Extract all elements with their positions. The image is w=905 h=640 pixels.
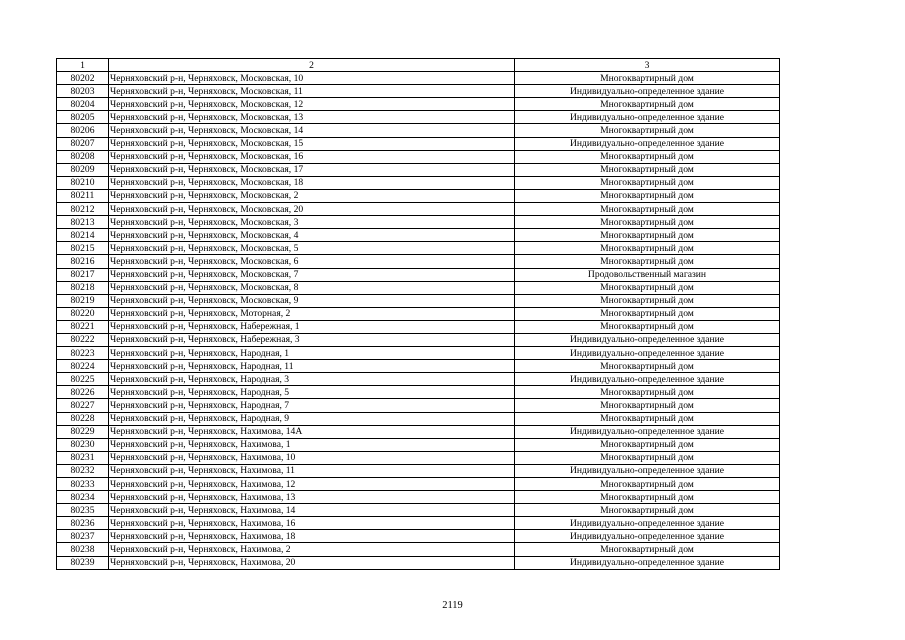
row-id-cell: 80233	[57, 478, 109, 491]
object-type-cell: Многоквартирный дом	[515, 176, 780, 189]
object-type-cell: Индивидуально-определенное здание	[515, 556, 780, 569]
object-type-cell: Многоквартирный дом	[515, 189, 780, 202]
table-row	[57, 229, 780, 242]
object-type-cell: Индивидуально-определенное здание	[515, 347, 780, 360]
object-type-cell: Многоквартирный дом	[515, 320, 780, 333]
address-cell: Черняховский р-н, Черняховск, Московская, 12	[109, 98, 515, 111]
address-cell: Черняховский р-н, Черняховск, Нахимова, 11	[109, 464, 515, 477]
object-type-cell: Многоквартирный дом	[515, 307, 780, 320]
table-row	[57, 294, 780, 307]
row-id-cell: 80229	[57, 425, 109, 438]
table-row	[57, 517, 780, 530]
row-id-cell: 80203	[57, 85, 109, 98]
property-register-table	[56, 58, 780, 570]
row-id-cell: 80211	[57, 189, 109, 202]
object-type-cell: Многоквартирный дом	[515, 281, 780, 294]
address-cell: Черняховский р-н, Черняховск, Московская, 8	[109, 281, 515, 294]
row-id-cell: 80235	[57, 504, 109, 517]
row-id-cell: 80213	[57, 216, 109, 229]
column-number-header-2: 2	[109, 59, 515, 72]
address-cell: Черняховский р-н, Черняховск, Народная, 7	[109, 399, 515, 412]
row-id-cell: 80207	[57, 137, 109, 150]
address-cell: Черняховский р-н, Черняховск, Московская, 4	[109, 229, 515, 242]
row-id-cell: 80222	[57, 333, 109, 346]
address-cell: Черняховский р-н, Черняховск, Нахимова, 10	[109, 451, 515, 464]
address-cell: Черняховский р-н, Черняховск, Нахимова, 20	[109, 556, 515, 569]
table-row	[57, 320, 780, 333]
address-cell: Черняховский р-н, Черняховск, Нахимова, 1	[109, 438, 515, 451]
table-row	[57, 124, 780, 137]
object-type-cell: Многоквартирный дом	[515, 229, 780, 242]
object-type-cell: Индивидуально-определенное здание	[515, 425, 780, 438]
table-row	[57, 189, 780, 202]
address-cell: Черняховский р-н, Черняховск, Московская, 18	[109, 176, 515, 189]
object-type-cell: Многоквартирный дом	[515, 242, 780, 255]
header-row	[57, 59, 780, 72]
object-type-cell: Многоквартирный дом	[515, 543, 780, 556]
object-type-cell: Индивидуально-определенное здание	[515, 137, 780, 150]
address-cell: Черняховский р-н, Черняховск, Московская, 11	[109, 85, 515, 98]
address-cell: Черняховский р-н, Черняховск, Московская, 9	[109, 294, 515, 307]
column-number-header-1: 1	[57, 59, 109, 72]
row-id-cell: 80214	[57, 229, 109, 242]
table-row	[57, 98, 780, 111]
address-cell: Черняховский р-н, Черняховск, Московская, 16	[109, 150, 515, 163]
table-row	[57, 425, 780, 438]
row-id-cell: 80223	[57, 347, 109, 360]
row-id-cell: 80209	[57, 163, 109, 176]
row-id-cell: 80205	[57, 111, 109, 124]
table-row	[57, 373, 780, 386]
object-type-cell: Многоквартирный дом	[515, 438, 780, 451]
table-row	[57, 491, 780, 504]
table-row	[57, 543, 780, 556]
row-id-cell: 80224	[57, 360, 109, 373]
table-row	[57, 333, 780, 346]
address-cell: Черняховский р-н, Черняховск, Нахимова, 13	[109, 491, 515, 504]
table-row	[57, 163, 780, 176]
object-type-cell: Многоквартирный дом	[515, 491, 780, 504]
object-type-cell: Многоквартирный дом	[515, 203, 780, 216]
address-cell: Черняховский р-н, Черняховск, Нахимова, 14А	[109, 425, 515, 438]
address-cell: Черняховский р-н, Черняховск, Московская, 5	[109, 242, 515, 255]
address-cell: Черняховский р-н, Черняховск, Народная, 3	[109, 373, 515, 386]
object-type-cell: Индивидуально-определенное здание	[515, 517, 780, 530]
address-cell: Черняховский р-н, Черняховск, Нахимова, 16	[109, 517, 515, 530]
table-row	[57, 176, 780, 189]
row-id-cell: 80216	[57, 255, 109, 268]
table-row	[57, 216, 780, 229]
object-type-cell: Многоквартирный дом	[515, 504, 780, 517]
address-cell: Черняховский р-н, Черняховск, Набережная, 1	[109, 320, 515, 333]
address-cell: Черняховский р-н, Черняховск, Московская, 15	[109, 137, 515, 150]
object-type-cell: Многоквартирный дом	[515, 150, 780, 163]
table-row	[57, 307, 780, 320]
address-cell: Черняховский р-н, Черняховск, Московская, 14	[109, 124, 515, 137]
row-id-cell: 80226	[57, 386, 109, 399]
row-id-cell: 80204	[57, 98, 109, 111]
object-type-cell: Многоквартирный дом	[515, 399, 780, 412]
object-type-cell: Многоквартирный дом	[515, 72, 780, 85]
address-cell: Черняховский р-н, Черняховск, Московская, 13	[109, 111, 515, 124]
table-row	[57, 85, 780, 98]
object-type-cell: Многоквартирный дом	[515, 412, 780, 425]
row-id-cell: 80218	[57, 281, 109, 294]
row-id-cell: 80228	[57, 412, 109, 425]
object-type-cell: Индивидуально-определенное здание	[515, 373, 780, 386]
row-id-cell: 80210	[57, 176, 109, 189]
page-number: 2119	[442, 600, 463, 611]
table-row	[57, 386, 780, 399]
row-id-cell: 80208	[57, 150, 109, 163]
object-type-cell: Индивидуально-определенное здание	[515, 464, 780, 477]
address-cell: Черняховский р-н, Черняховск, Моторная, 2	[109, 307, 515, 320]
row-id-cell: 80212	[57, 203, 109, 216]
address-cell: Черняховский р-н, Черняховск, Народная, 5	[109, 386, 515, 399]
table-row	[57, 111, 780, 124]
address-cell: Черняховский р-н, Черняховск, Народная, 1	[109, 347, 515, 360]
table-row	[57, 478, 780, 491]
table-row	[57, 281, 780, 294]
row-id-cell: 80227	[57, 399, 109, 412]
table-row	[57, 399, 780, 412]
object-type-cell: Многоквартирный дом	[515, 386, 780, 399]
table-row	[57, 438, 780, 451]
table-row	[57, 268, 780, 281]
table-row	[57, 360, 780, 373]
table-row	[57, 242, 780, 255]
object-type-cell: Многоквартирный дом	[515, 360, 780, 373]
table-row	[57, 203, 780, 216]
object-type-cell: Многоквартирный дом	[515, 294, 780, 307]
address-cell: Черняховский р-н, Черняховск, Народная, 11	[109, 360, 515, 373]
object-type-cell: Продовольственный магазин	[515, 268, 780, 281]
address-cell: Черняховский р-н, Черняховск, Московская, 3	[109, 216, 515, 229]
table-row	[57, 504, 780, 517]
object-type-cell: Многоквартирный дом	[515, 98, 780, 111]
row-id-cell: 80238	[57, 543, 109, 556]
address-cell: Черняховский р-н, Черняховск, Московская, 6	[109, 255, 515, 268]
object-type-cell: Многоквартирный дом	[515, 163, 780, 176]
address-cell: Черняховский р-н, Черняховск, Нахимова, 18	[109, 530, 515, 543]
object-type-cell: Индивидуально-определенное здание	[515, 85, 780, 98]
row-id-cell: 80232	[57, 464, 109, 477]
table-row	[57, 255, 780, 268]
table-row	[57, 72, 780, 85]
row-id-cell: 80220	[57, 307, 109, 320]
table-row	[57, 464, 780, 477]
row-id-cell: 80202	[57, 72, 109, 85]
object-type-cell: Многоквартирный дом	[515, 124, 780, 137]
table-row	[57, 556, 780, 569]
row-id-cell: 80239	[57, 556, 109, 569]
row-id-cell: 80217	[57, 268, 109, 281]
row-id-cell: 80225	[57, 373, 109, 386]
object-type-cell: Многоквартирный дом	[515, 478, 780, 491]
object-type-cell: Многоквартирный дом	[515, 216, 780, 229]
object-type-cell: Индивидуально-определенное здание	[515, 111, 780, 124]
address-cell: Черняховский р-н, Черняховск, Московская, 17	[109, 163, 515, 176]
address-cell: Черняховский р-н, Черняховск, Московская, 20	[109, 203, 515, 216]
row-id-cell: 80206	[57, 124, 109, 137]
object-type-cell: Многоквартирный дом	[515, 451, 780, 464]
address-cell: Черняховский р-н, Черняховск, Народная, 9	[109, 412, 515, 425]
table-row	[57, 347, 780, 360]
table-row	[57, 150, 780, 163]
table-body	[57, 59, 780, 570]
object-type-cell: Индивидуально-определенное здание	[515, 333, 780, 346]
table-row	[57, 530, 780, 543]
row-id-cell: 80237	[57, 530, 109, 543]
table-row	[57, 451, 780, 464]
object-type-cell: Индивидуально-определенное здание	[515, 530, 780, 543]
row-id-cell: 80215	[57, 242, 109, 255]
address-cell: Черняховский р-н, Черняховск, Нахимова, 12	[109, 478, 515, 491]
address-cell: Черняховский р-н, Черняховск, Московская, 7	[109, 268, 515, 281]
row-id-cell: 80221	[57, 320, 109, 333]
column-number-header-3: 3	[515, 59, 780, 72]
address-cell: Черняховский р-н, Черняховск, Нахимова, 14	[109, 504, 515, 517]
address-cell: Черняховский р-н, Черняховск, Нахимова, 2	[109, 543, 515, 556]
row-id-cell: 80236	[57, 517, 109, 530]
row-id-cell: 80230	[57, 438, 109, 451]
row-id-cell: 80231	[57, 451, 109, 464]
row-id-cell: 80219	[57, 294, 109, 307]
address-cell: Черняховский р-н, Черняховск, Московская, 2	[109, 189, 515, 202]
table-row	[57, 412, 780, 425]
address-cell: Черняховский р-н, Черняховск, Набережная, 3	[109, 333, 515, 346]
object-type-cell: Многоквартирный дом	[515, 255, 780, 268]
address-cell: Черняховский р-н, Черняховск, Московская, 10	[109, 72, 515, 85]
row-id-cell: 80234	[57, 491, 109, 504]
table-row	[57, 137, 780, 150]
